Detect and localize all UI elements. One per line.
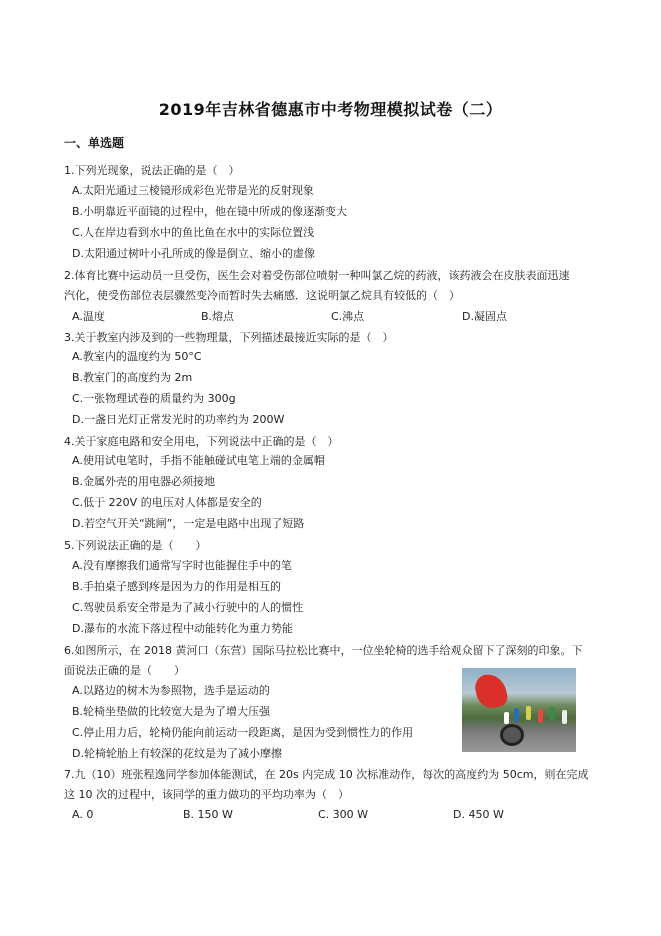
question-7-option-b[interactable]: B. 150 W: [183, 808, 233, 821]
question-5-stem: 5.下列说法正确的是（ ）: [64, 539, 207, 552]
question-3-option-c[interactable]: C.一张物理试卷的质量约为 300g: [72, 392, 236, 405]
question-5-option-a[interactable]: A.没有摩擦我们通常写字时也能握住手中的笔: [72, 559, 292, 572]
question-7-option-c[interactable]: C. 300 W: [318, 808, 369, 821]
question-2-stem-line1: 2.体育比赛中运动员一旦受伤，医生会对着受伤部位喷射一种叫氯乙烷的药液，该药液会在皮肤表面迅速: [64, 269, 570, 282]
exam-title: 2019年吉林省德惠市中考物理模拟试卷（二）: [158, 100, 503, 119]
question-5-option-b[interactable]: B.手拍桌子感到疼是因为力的作用是相互的: [72, 580, 282, 593]
question-5-option-c[interactable]: C.驾驶员系安全带是为了减小行驶中的人的惯性: [72, 601, 304, 614]
runner-figure: [514, 708, 519, 722]
question-3-option-d[interactable]: D.一盏日光灯正常发光时的功率约为 200W: [72, 413, 285, 426]
question-3-stem: 3.关于教室内涉及到的一些物理量，下列描述最接近实际的是（ ）: [64, 331, 394, 344]
question-2-option-a[interactable]: A.温度: [72, 310, 105, 323]
question-4-stem: 4.关于家庭电路和安全用电，下列说法中正确的是（ ）: [64, 435, 339, 448]
question-4-option-d[interactable]: D.若空气开关“跳闸”，一定是电路中出现了短路: [72, 517, 305, 530]
question-2-option-b[interactable]: B.熔点: [201, 310, 235, 323]
question-5-option-d[interactable]: D.瀑布的水流下落过程中动能转化为重力势能: [72, 622, 293, 635]
question-6-option-c[interactable]: C.停止用力后，轮椅仍能向前运动一段距离，是因为受到惯性力的作用: [72, 726, 414, 739]
question-3-option-a[interactable]: A.教室内的温度约为 50°C: [72, 350, 202, 363]
section-heading: 一、单选题: [64, 136, 125, 150]
runner-figure: [550, 707, 555, 721]
wheelchair-wheel-shape: [500, 724, 524, 746]
question-3-option-b[interactable]: B.教室门的高度约为 2m: [72, 371, 193, 384]
runner-figure: [538, 709, 543, 723]
question-7-option-a[interactable]: A. 0: [72, 808, 94, 821]
question-1-stem: 1.下列光现象，说法正确的是（ ）: [64, 164, 240, 177]
question-6-option-b[interactable]: B.轮椅坐垫做的比较宽大是为了增大压强: [72, 705, 271, 718]
question-6-option-d[interactable]: D.轮椅轮胎上有较深的花纹是为了减小摩擦: [72, 747, 282, 760]
question-2-option-d[interactable]: D.凝固点: [462, 310, 507, 323]
flag-shape: [473, 671, 509, 710]
question-2-option-c[interactable]: C.沸点: [331, 310, 365, 323]
question-1-option-a[interactable]: A.太阳光通过三棱镜形成彩色光带是光的反射现象: [72, 184, 314, 197]
runner-figure: [562, 710, 567, 724]
question-6-stem-line1: 6.如图所示，在 2018 黄河口（东营）国际马拉松比赛中，一位坐轮椅的选手给观众留下了深刻的印象。下: [64, 644, 583, 657]
question-4-option-b[interactable]: B.金属外壳的用电器必须接地: [72, 475, 216, 488]
question-7-stem-line2: 这 10 次的过程中，该同学的重力做功的平均功率为（ ）: [64, 788, 349, 801]
runner-figure: [526, 706, 531, 720]
question-6-stem-line2: 面说法正确的是（ ）: [64, 664, 185, 677]
question-7-option-d[interactable]: D. 450 W: [453, 808, 504, 821]
question-4-option-a[interactable]: A.使用试电笔时，手指不能触碰试电笔上端的金属帽: [72, 454, 325, 467]
question-1-option-b[interactable]: B.小明靠近平面镜的过程中，他在镜中所成的像逐渐变大: [72, 205, 348, 218]
question-7-stem-line1: 7.九（10）班张程逸同学参加体能测试，在 20s 内完成 10 次标准动作，每次的高度约为 50cm，则在完成: [64, 768, 589, 781]
question-4-option-c[interactable]: C.低于 220V 的电压对人体都是安全的: [72, 496, 262, 509]
question-2-stem-line2: 汽化，使受伤部位表层骤然变冷而暂时失去痛感．这说明氯乙烷具有较低的（ ）: [64, 289, 460, 302]
question-1-option-d[interactable]: D.太阳通过树叶小孔所成的像是倒立、缩小的虚像: [72, 247, 315, 260]
question-1-option-c[interactable]: C.人在岸边看到水中的鱼比鱼在水中的实际位置浅: [72, 226, 315, 239]
question-6-option-a[interactable]: A.以路边的树木为参照物，选手是运动的: [72, 684, 270, 697]
marathon-wheelchair-photo: [462, 668, 576, 752]
wheelchair-athlete-figure: [504, 712, 509, 724]
